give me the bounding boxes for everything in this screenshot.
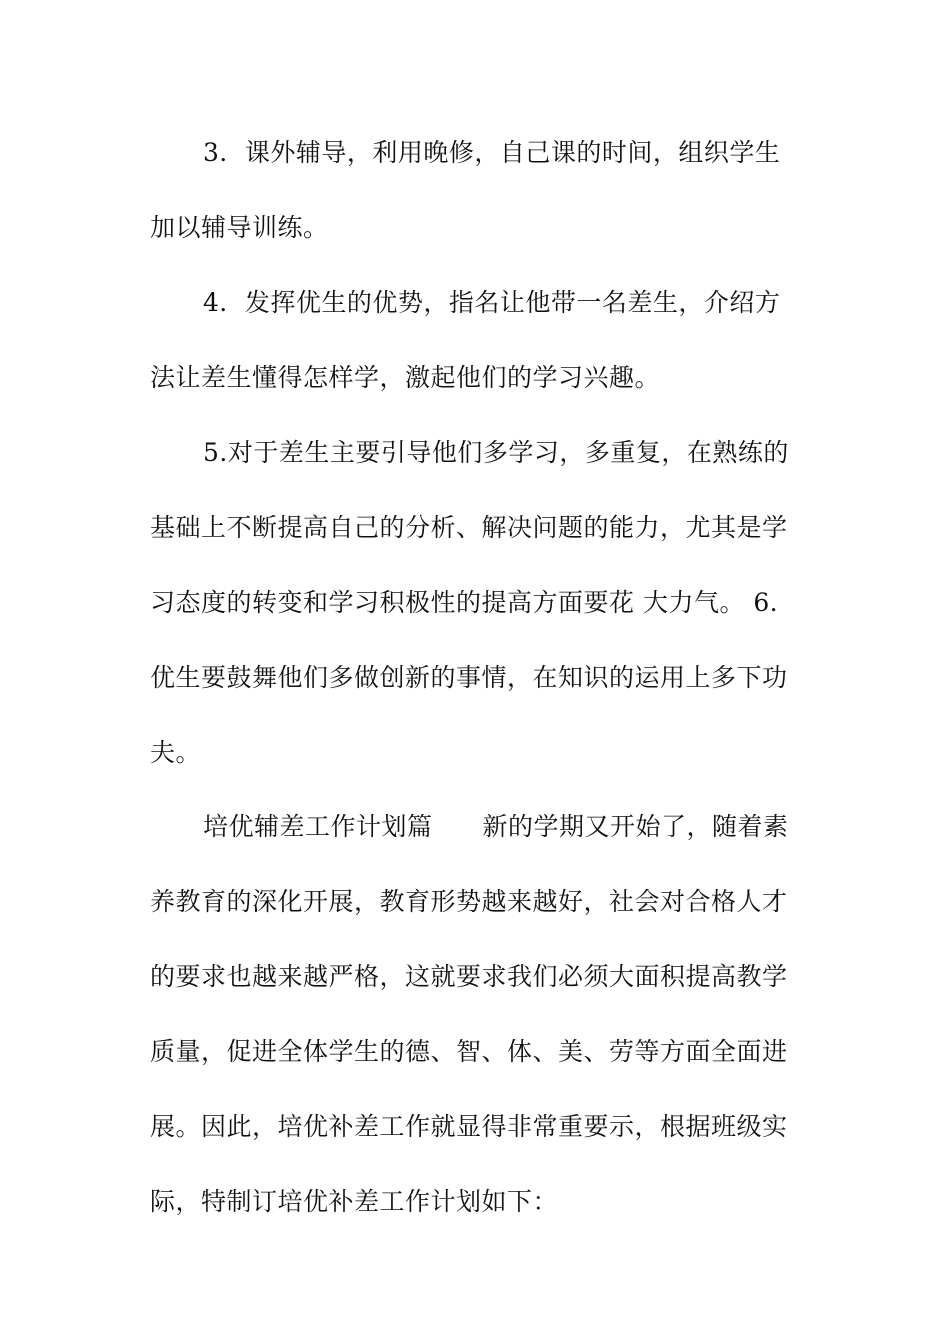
text-line: 的要求也越来越严格，这就要求我们必须大面积提高教学 xyxy=(150,962,788,991)
text-line: 优生要鼓舞他们多做创新的事情，在知识的运用上多下功 xyxy=(150,663,788,692)
text-line: 习态度的转变和学习积极性的提高方面要花 大力气。 6． xyxy=(150,588,796,617)
text-line: 5.对于差生主要引导他们多学习，多重复，在熟练的 xyxy=(203,438,789,467)
section-lead-text: 新的学期又开始了，随着素 xyxy=(482,812,789,841)
text-line: 3．课外辅导，利用晚修，自己课的时间，组织学生 xyxy=(203,138,781,167)
text-line: 加以辅导训练。 xyxy=(150,213,329,242)
text-line: 际，特制订培优补差工作计划如下： xyxy=(150,1187,559,1216)
text-line: 养教育的深化开展，教育形势越来越好，社会对合格人才 xyxy=(150,887,788,916)
text-line: 夫。 xyxy=(150,738,202,767)
text-line: 展。因此，培优补差工作就显得非常重要示，根据班级实 xyxy=(150,1112,788,1141)
text-line: 质量，促进全体学生的德、智、体、美、劳等方面全面进 xyxy=(150,1037,788,1066)
text-line: 4．发挥优生的优势，指名让他带一名差生，介绍方 xyxy=(203,288,781,317)
text-line: 法让差生懂得怎样学，激起他们的学习兴趣。 xyxy=(150,363,661,392)
text-line: 基础上不断提高自己的分析、解决问题的能力，尤其是学 xyxy=(150,513,788,542)
section-title: 培优辅差工作计划篇 xyxy=(203,812,433,841)
section-heading-line xyxy=(203,803,863,851)
